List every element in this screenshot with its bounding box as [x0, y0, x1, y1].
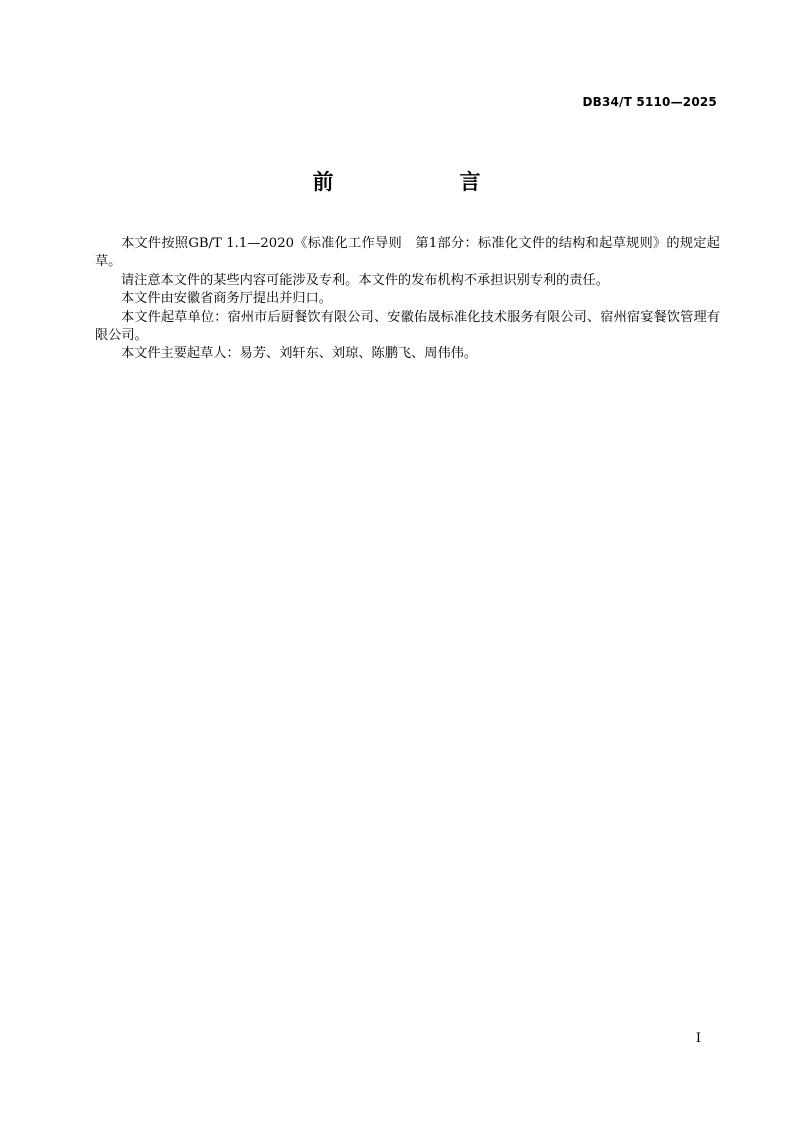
paragraph-drafters: 本文件主要起草人：易芳、刘轩东、刘琼、陈鹏飞、周伟伟。 [121, 346, 478, 362]
paragraph-drafting-rules: 本文件按照GB/T 1.1—2020《标准化工作导则 第1部分：标准化文件的结构和起草规则》的规定起草。 [95, 236, 720, 270]
foreword-body [95, 235, 720, 364]
standard-code: DB34/T 5110—2025 [582, 95, 717, 109]
page-title: 前 言 [312, 170, 509, 194]
paragraph-proposer: 本文件由安徽省商务厅提出并归口。 [121, 291, 332, 307]
paragraph-patent-notice: 请注意本文件的某些内容可能涉及专利。本文件的发布机构不承担识别专利的责任。 [121, 272, 609, 288]
paragraph-drafting-units: 本文件起草单位：宿州市后厨餐饮有限公司、安徽佑晟标准化技术服务有限公司、宿州宿宴餐饮管理有限公司。 [95, 309, 720, 344]
page-number: I [695, 1031, 701, 1046]
